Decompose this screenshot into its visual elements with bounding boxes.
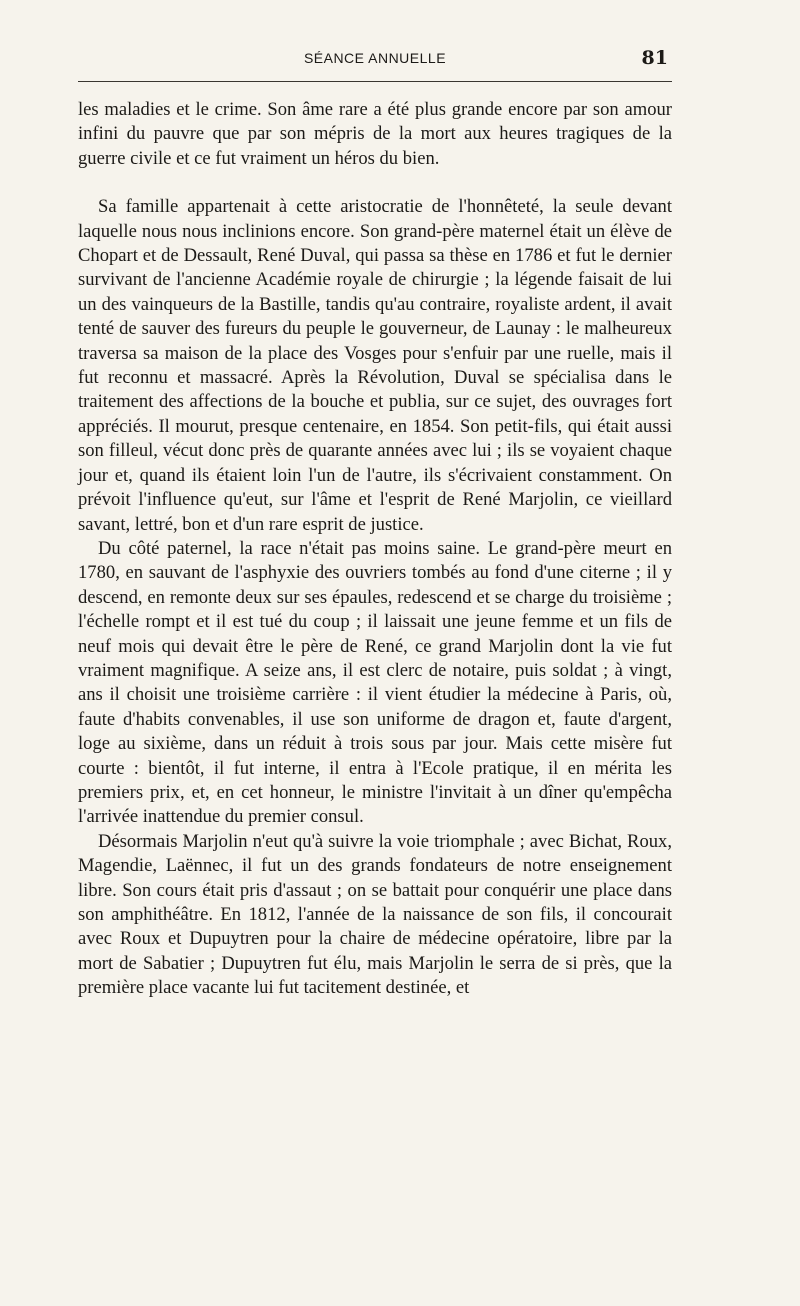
page-header bbox=[78, 47, 672, 71]
running-title: SÉANCE ANNUELLE bbox=[303, 50, 447, 66]
page-number: 81 bbox=[641, 47, 668, 69]
body-text bbox=[78, 98, 672, 1001]
paragraph: Désormais Marjolin n'eut qu'à suivre la voie triomphale ; avec Bichat, Roux, Magendie, Laënnec, il fut un des grands fondateurs de notre enseignement libre. Son cours était pris d'assaut ; on se battait pour conquérir une place dans son amphithéâtre. En 1812, l'année de la naissance de son fils, il concourait avec Roux et Dupuytren pour la chaire de médecine opératoire, libre par la mort de Sabatier ; Dupuytren fut élu, mais Marjolin le serra de si près, que la première place vacante lui fut tacitement destinée, et bbox=[78, 830, 672, 999]
paragraph: Sa famille appartenait à cette aristocratie de l'honnêteté, la seule devant laquelle nous nous inclinions encore. Son grand-père maternel était un élève de Chopart et de Dessault, René Duval, qui passa sa thèse en 1786 et fut le dernier survivant de l'ancienne Académie royale de chirurgie ; la légende faisait de lui un des vainqueurs de la Bastille, tandis qu'au contraire, royaliste ardent, il avait tenté de sauver des fureurs du peuple le gouverneur, de Launay : le malheureux traversa sa maison de la place des Vosges pour s'enfuir par une ruelle, mais il fut reconnu et massacré. Après la Révolution, Duval se spécialisa dans le traitement des affections de la bouche et publia, sur ce sujet, des ouvrages fort appréciés. Il mourut, presque centenaire, en 1854. Son petit-fils, qui était aussi son filleul, vécut donc près de quarante années avec lui ; ils se voyaient chaque jour et, quand ils étaient loin l'un de l'autre, ils s'écrivaient constamment. On prévoit l'influence qu'eut, sur l'âme et l'esprit de René Marjolin, ce vieillard savant, lettré, bon et d'un rare esprit de justice. bbox=[78, 196, 672, 535]
paragraph: les maladies et le crime. Son âme rare a été plus grande encore par son amour infini du pauvre que par son mépris de la mort aux heures tragiques de la guerre civile et ce fut vraiment un héros du bien. bbox=[78, 99, 672, 169]
header-rule bbox=[78, 81, 672, 82]
paragraph: Du côté paternel, la race n'était pas moins saine. Le grand-père meurt en 1780, en sauvant de l'asphyxie des ouvriers tombés au fond d'une citerne ; il y descend, en remonte deux sur ses épaules, redescend et se charge du troisième ; l'échelle rompt et il est tué du coup ; il laissait une jeune femme et un fils de neuf mois qui devait être le père de René, ce grand Marjolin dont la vie fut vraiment magnifique. A seize ans, il est clerc de notaire, puis soldat ; à vingt, ans il choisit une troisième carrière : il vient étudier la médecine à Paris, où, faute d'habits convenables, il use son uniforme de dragon et, faute d'argent, loge au sixième, dans un réduit à trois sous par jour. Mais cette misère fut courte : bientôt, il fut interne, il entra à l'Ecole pratique, il en mérita les premiers prix, et, en cet honneur, le ministre l'invitait à un dîner qu'empêcha l'arrivée inattendue du premier consul. bbox=[78, 537, 672, 828]
